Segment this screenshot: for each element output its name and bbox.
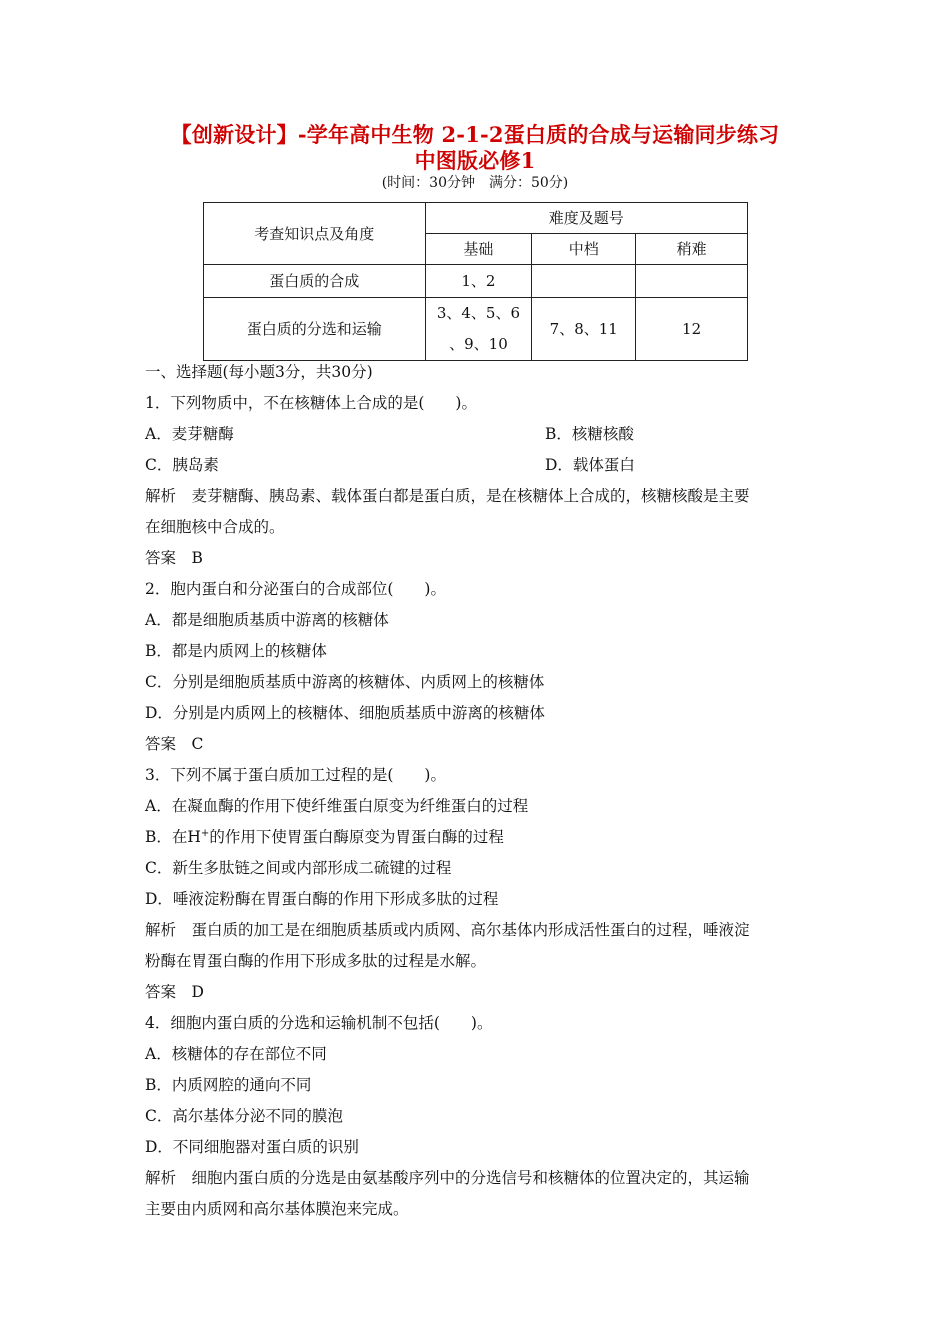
q2-option-b: B．都是内质网上的核糖体	[145, 642, 327, 660]
document-title-line-2: 中图版必修1	[414, 148, 536, 173]
q4-analysis-line-2: 主要由内质网和高尔基体膜泡来完成。	[145, 1200, 409, 1218]
q1-answer: 答案 B	[145, 549, 203, 567]
q1-options-row-2	[145, 450, 810, 481]
header-medium: 中档	[532, 234, 636, 265]
header-difficulty: 难度及题号	[425, 203, 747, 234]
row-medium	[532, 265, 636, 298]
q4-option-b: B．内质网腔的通向不同	[145, 1076, 312, 1094]
row-topic: 蛋白质的分选和运输	[204, 298, 426, 361]
q1-options-row-1	[145, 419, 810, 450]
q1-option-c: C．胰岛素	[145, 456, 219, 474]
row-basic: 1、2	[425, 265, 532, 298]
q2-option-d: D．分别是内质网上的核糖体、细胞质基质中游离的核糖体	[145, 704, 545, 722]
q3-option-a: A．在凝血酶的作用下使纤维蛋白原变为纤维蛋白的过程	[145, 797, 529, 815]
q2-option-a: A．都是细胞质基质中游离的核糖体	[145, 611, 389, 629]
q3-analysis-line-1: 解析 蛋白质的加工是在细胞质基质或内质网、高尔基体内形成活性蛋白的过程，唾液淀	[145, 921, 750, 939]
q2-stem: 2．胞内蛋白和分泌蛋白的合成部位( )。	[145, 580, 446, 598]
q4-option-c: C．高尔基体分泌不同的膜泡	[145, 1107, 343, 1125]
row-topic: 蛋白质的合成	[204, 265, 426, 298]
row-medium: 7、8、11	[532, 298, 636, 361]
q3-option-b-pre: B．在H	[145, 828, 201, 846]
q2-answer: 答案 C	[145, 735, 204, 753]
q3-option-b-post: 的作用下使胃蛋白酶原变为胃蛋白酶的过程	[209, 828, 504, 846]
time-and-score-note: (时间：30分钟 满分：50分)	[381, 175, 569, 191]
q4-option-a: A．核糖体的存在部位不同	[145, 1045, 327, 1063]
row-basic	[425, 298, 532, 361]
header-basic: 基础	[425, 234, 532, 265]
q3-option-c: C．新生多肽链之间或内部形成二硫键的过程	[145, 859, 452, 877]
q1-stem: 1．下列物质中，不在核糖体上合成的是( )。	[145, 394, 477, 412]
question-body	[145, 357, 810, 1225]
q4-analysis-line-1: 解析 细胞内蛋白质的分选是由氨基酸序列中的分选信号和核糖体的位置决定的，其运输	[145, 1169, 750, 1187]
q4-stem: 4．细胞内蛋白质的分选和运输机制不包括( )。	[145, 1014, 493, 1032]
row-hard: 12	[636, 298, 748, 361]
q3-analysis-line-2: 粉酶在胃蛋白酶的作用下形成多肽的过程是水解。	[145, 952, 487, 970]
q3-option-b-superscript: +	[200, 827, 210, 839]
header-hard: 稍难	[636, 234, 748, 265]
section-heading: 一、选择题(每小题3分，共30分)	[145, 363, 373, 381]
q3-answer: 答案 D	[145, 983, 204, 1001]
row-basic-line-1: 3、4、5、6	[436, 304, 521, 322]
row-basic-line-2: 、9、10	[449, 335, 508, 353]
q3-stem: 3．下列不属于蛋白质加工过程的是( )。	[145, 766, 446, 784]
q3-option-d: D．唾液淀粉酶在胃蛋白酶的作用下形成多肽的过程	[145, 890, 499, 908]
q1-analysis-line-1: 解析 麦芽糖酶、胰岛素、载体蛋白都是蛋白质，是在核糖体上合成的，核糖核酸是主要	[145, 487, 750, 505]
q1-option-a: A．麦芽糖酶	[145, 425, 234, 443]
q3-option-b	[145, 822, 810, 853]
row-hard	[636, 265, 748, 298]
table-row	[204, 298, 748, 361]
q1-option-d: D．载体蛋白	[545, 456, 635, 474]
table-row	[204, 265, 748, 298]
knowledge-table	[203, 202, 748, 361]
q4-option-d: D．不同细胞器对蛋白质的识别	[145, 1138, 359, 1156]
q2-option-c: C．分别是细胞质基质中游离的核糖体、内质网上的核糖体	[145, 673, 545, 691]
document-title-line-1: 【创新设计】-学年高中生物 2-1-2蛋白质的合成与运输同步练习	[170, 122, 780, 147]
header-topic: 考查知识点及角度	[204, 203, 426, 265]
q1-option-b: B．核糖核酸	[545, 425, 634, 443]
table-header-row	[204, 203, 748, 234]
q1-analysis-line-2: 在细胞核中合成的。	[145, 518, 285, 536]
